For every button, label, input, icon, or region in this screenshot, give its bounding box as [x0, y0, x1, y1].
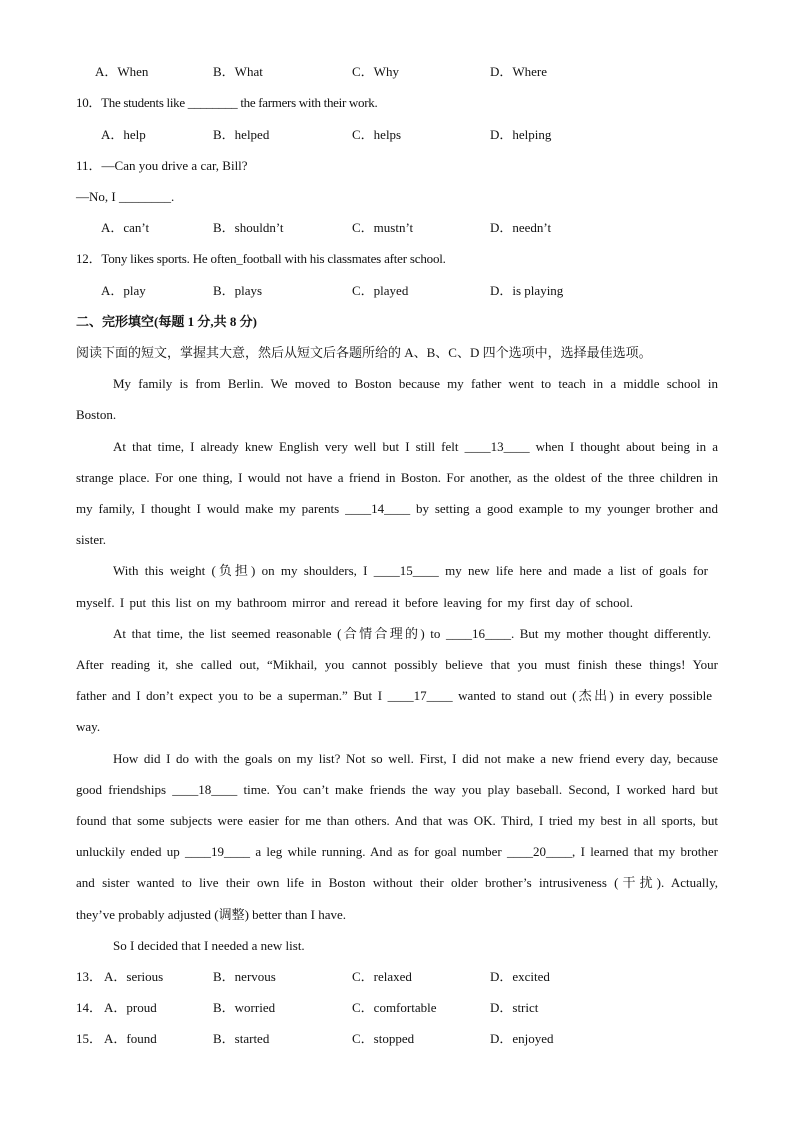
question-reply: —No, I ________.	[76, 189, 175, 204]
option-a: A．can’t	[101, 220, 150, 235]
passage-line: sister.	[76, 532, 106, 547]
section-heading: 二、完形填空(每题 1 分,共 8 分)	[76, 314, 257, 329]
option-c: C．Why	[352, 64, 399, 79]
option-a: A．serious	[104, 969, 164, 984]
question-number: 14．	[76, 1000, 103, 1015]
option-d: D．helping	[490, 127, 552, 142]
option-b: B．worried	[213, 1000, 276, 1015]
option-b: B．plays	[213, 283, 263, 298]
passage-line: Boston.	[76, 407, 117, 422]
passage-line: So I decided that I needed a new list.	[113, 938, 305, 953]
passage-line: myself. I put this list on my bathroom mirror and reread it before leaving for my first day of school.	[76, 595, 633, 610]
passage-line: way.	[76, 719, 101, 734]
option-d: D．excited	[490, 969, 550, 984]
option-b: B．What	[213, 64, 263, 79]
option-d: D．Where	[490, 64, 548, 79]
option-d: D．enjoyed	[490, 1031, 554, 1046]
option-c: C．mustn’t	[352, 220, 414, 235]
passage-line: At that time, the list seemed reasonable (合情合理的) to ____16____. But my mother thought differently.	[113, 626, 711, 641]
option-a: A．found	[104, 1031, 157, 1046]
option-d: D．is playing	[490, 283, 564, 298]
question-stem: 12．Tony likes sports. He often_football with his classmates after school.	[76, 251, 446, 266]
option-c: C．comfortable	[352, 1000, 437, 1015]
option-c: C．helps	[352, 127, 402, 142]
section-instruction: 阅读下面的短文，掌握其大意，然后从短文后各题所给的 A、B、C、D 四个选项中，选择最佳选项。	[76, 345, 652, 360]
question-number: 15．	[76, 1031, 103, 1046]
option-c: C．played	[352, 283, 409, 298]
passage-line: strange place. For one thing, I would not have a friend in Boston. For another, as the oldest of the three children in	[76, 470, 718, 485]
option-b: B．helped	[213, 127, 270, 142]
passage-line: good friendships ____18____ time. You can’t make friends the way you play baseball. Second, I worked hard but	[76, 782, 718, 797]
passage-line: my family, I thought I would make my parents ____14____ by setting a good example to my younger brother and	[76, 501, 718, 516]
option-a: A．When	[95, 64, 149, 79]
passage-line: found that some subjects were easier for me than others. And that was OK. Third, I tried my best in all sports, but	[76, 813, 718, 828]
option-d: D．strict	[490, 1000, 539, 1015]
passage-line: and sister wanted to live their own life in Boston without their older brother’s intrusiveness (干扰). Actually,	[76, 875, 718, 890]
option-c: C．stopped	[352, 1031, 415, 1046]
passage-line: At that time, I already knew English very well but I still felt ____13____ when I thought about being in a	[113, 439, 718, 454]
passage-line: With this weight (负担) on my shoulders, I ____15____ my new life here and made a list of goals for	[113, 563, 708, 578]
option-b: B．started	[213, 1031, 270, 1046]
passage-line: After reading it, she called out, “Mikhail, you cannot possibly believe that you must finish these things! Your	[76, 657, 718, 672]
passage-line: they’ve probably adjusted (调整) better than I have.	[76, 907, 347, 922]
option-a: A．play	[101, 283, 146, 298]
question-stem: 11．—Can you drive a car, Bill?	[76, 158, 248, 173]
passage-line: father and I don’t expect you to be a superman.” But I ____17____ wanted to stand out (杰出) in every possible	[76, 688, 712, 703]
question-stem: 10．The students like ________ the farmers with their work.	[76, 95, 378, 110]
option-b: B．shouldn’t	[213, 220, 284, 235]
passage-line: My family is from Berlin. We moved to Boston because my father went to teach in a middle school in	[113, 376, 718, 391]
passage-line: How did I do with the goals on my list? Not so well. First, I did not make a new friend every day, because	[113, 751, 718, 766]
question-number: 13．	[76, 969, 103, 984]
option-c: C．relaxed	[352, 969, 412, 984]
option-a: A．help	[101, 127, 146, 142]
passage-line: unluckily ended up ____19____ a leg while running. And as for goal number ____20____, I learned that my brother	[76, 844, 718, 859]
option-a: A．proud	[104, 1000, 157, 1015]
option-b: B．nervous	[213, 969, 276, 984]
option-d: D．needn’t	[490, 220, 552, 235]
